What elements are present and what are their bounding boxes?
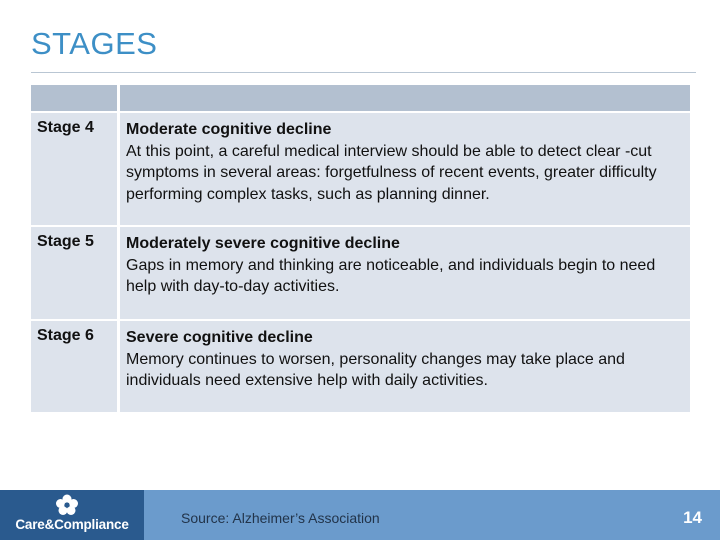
table-header-cell bbox=[31, 85, 120, 111]
table-row bbox=[31, 111, 690, 225]
description-cell bbox=[120, 225, 690, 319]
page-number: 14 bbox=[683, 508, 702, 527]
stage-description: Memory continues to worsen, personality changes may take place and individuals need extensive help with daily activities. bbox=[126, 350, 625, 389]
stage-description: At this point, a careful medical interview should be able to detect clear -cut symptoms in several areas: forgetfulness of recent events, greater difficulty performing complex tasks, such as planning dinner. bbox=[126, 142, 657, 203]
stages-table bbox=[31, 85, 690, 412]
source-citation: Source: Alzheimer’s Association bbox=[181, 510, 380, 526]
page-title: STAGES bbox=[31, 26, 158, 61]
description-cell bbox=[120, 111, 690, 225]
table-header-cell bbox=[120, 85, 690, 111]
table-row bbox=[31, 225, 690, 319]
flower-logo-icon bbox=[54, 493, 80, 517]
stage-label: Stage 6 bbox=[37, 327, 94, 344]
stage-description: Gaps in memory and thinking are noticeable, and individuals begin to need help with day-to-day activities. bbox=[126, 256, 656, 295]
logo-text: Care&Compliance bbox=[15, 517, 129, 532]
stage-label: Stage 4 bbox=[37, 119, 94, 136]
title-divider bbox=[31, 72, 696, 73]
stage-cell bbox=[31, 225, 120, 319]
stage-label: Stage 5 bbox=[37, 233, 94, 250]
footer-bar bbox=[0, 490, 720, 540]
stage-heading: Moderately severe cognitive decline bbox=[126, 235, 400, 252]
table-header-row bbox=[31, 85, 690, 111]
table-row bbox=[31, 319, 690, 412]
stage-heading: Moderate cognitive decline bbox=[126, 121, 332, 138]
company-logo bbox=[0, 490, 144, 540]
description-cell bbox=[120, 319, 690, 412]
stage-cell bbox=[31, 111, 120, 225]
stage-cell bbox=[31, 319, 120, 412]
stage-heading: Severe cognitive decline bbox=[126, 329, 313, 346]
